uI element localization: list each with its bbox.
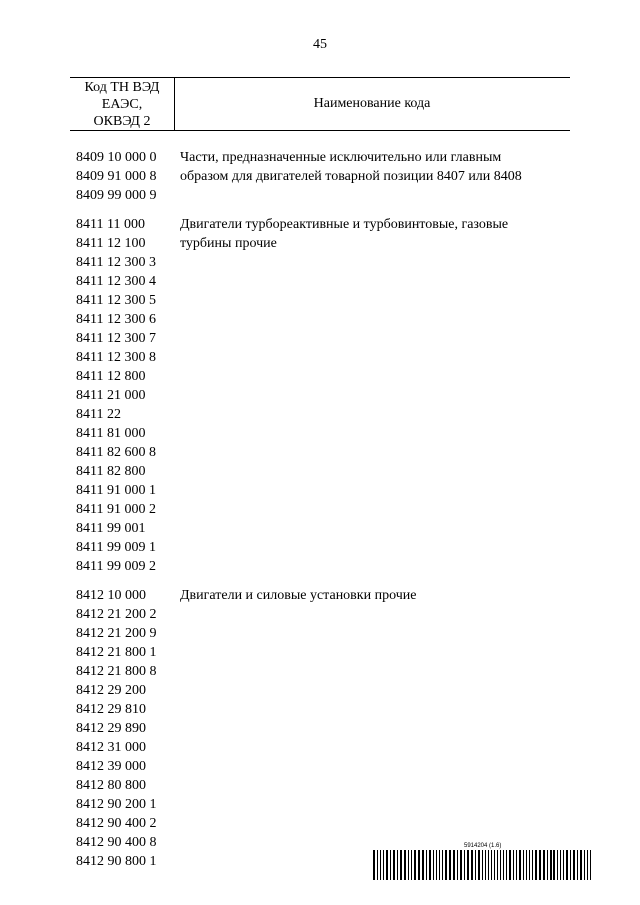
code-item: 8412 90 400 2: [76, 816, 157, 831]
table-top-rule: [70, 77, 570, 78]
code-item: 8412 29 200: [76, 683, 146, 698]
code-item: 8412 80 800: [76, 778, 146, 793]
code-item: 8411 99 001: [76, 521, 146, 536]
code-item: 8412 90 200 1: [76, 797, 157, 812]
code-item: 8411 22: [76, 407, 121, 422]
code-item: 8411 12 100: [76, 236, 146, 251]
code-item: 8409 99 000 9: [76, 188, 157, 203]
code-item: 8412 39 000: [76, 759, 146, 774]
code-description: Двигатели турбореактивные и турбовинтовые, газовые турбины прочие: [180, 217, 509, 251]
code-item: 8412 10 000: [76, 588, 146, 603]
column-header-name: Наименование кода: [313, 96, 431, 111]
code-item: 8411 82 800: [76, 464, 146, 479]
code-item: 8411 82 600 8: [76, 445, 156, 460]
column-header-code: [76, 79, 168, 130]
code-item: 8412 31 000: [76, 740, 146, 755]
barcode-image: [373, 850, 591, 880]
barcode-number: 5914204 (1.6): [464, 843, 502, 849]
code-item: 8411 81 000: [76, 426, 146, 441]
code-item: 8411 12 300 8: [76, 350, 156, 365]
code-item: 8411 91 000 1: [76, 483, 156, 498]
code-item: 8411 12 300 3: [76, 255, 156, 270]
page-number: 45: [313, 37, 327, 52]
column-header-code-line: Код ТН ВЭД: [84, 80, 160, 95]
code-item: 8411 99 009 2: [76, 559, 156, 574]
code-list: [76, 148, 180, 205]
code-list: [76, 586, 180, 871]
code-description: Двигатели и силовые установки прочие: [180, 588, 417, 603]
column-header-code-line: ОКВЭД 2: [93, 114, 151, 129]
column-header-code-line: ЕАЭС,: [101, 97, 143, 112]
table-header-bottom-rule: [70, 130, 570, 131]
code-item: 8412 21 800 1: [76, 645, 157, 660]
code-description: Части, предназначенные исключительно или главным образом для двигателей товарной позиции 8407 или 8408: [180, 150, 522, 184]
code-item: 8412 29 890: [76, 721, 146, 736]
code-item: 8409 10 000 0: [76, 150, 157, 165]
code-item: 8412 90 400 8: [76, 835, 157, 850]
table-row: [76, 586, 570, 871]
code-list: [76, 215, 180, 576]
code-item: 8411 91 000 2: [76, 502, 156, 517]
table-body: [76, 148, 570, 881]
code-item: 8412 21 800 8: [76, 664, 157, 679]
code-item: 8412 21 200 9: [76, 626, 157, 641]
code-item: 8411 12 800: [76, 369, 146, 384]
table-row: [76, 215, 570, 576]
table-row: [76, 148, 570, 205]
code-item: 8411 12 300 4: [76, 274, 156, 289]
code-item: 8411 99 009 1: [76, 540, 156, 555]
code-item: 8409 91 000 8: [76, 169, 157, 184]
code-item: 8412 21 200 2: [76, 607, 157, 622]
code-item: 8411 12 300 5: [76, 293, 156, 308]
code-item: 8412 29 810: [76, 702, 146, 717]
code-item: 8411 12 300 6: [76, 312, 156, 327]
code-item: 8411 12 300 7: [76, 331, 156, 346]
code-item: 8411 11 000: [76, 217, 145, 232]
code-item: 8411 21 000: [76, 388, 146, 403]
code-item: 8412 90 800 1: [76, 854, 157, 869]
